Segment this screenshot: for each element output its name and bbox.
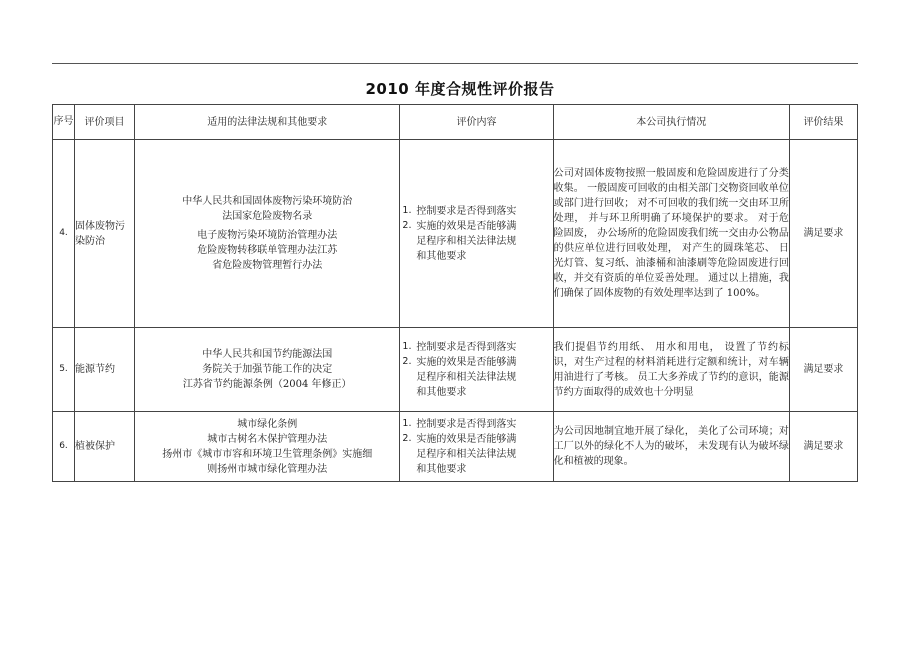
eval-item-text: 控制要求是否得到落实 — [416, 418, 517, 430]
eval-item-text: 控制要求是否得到落实 — [416, 341, 517, 353]
row-number: 6. — [53, 412, 75, 482]
eval-item-continuation: 和其他要求 — [416, 463, 467, 475]
header-item: 评价项目 — [75, 105, 135, 140]
law-line: 电子废物污染环境防治管理办法 — [197, 230, 338, 241]
eval-list-item — [400, 417, 552, 432]
eval-item-number: 1. — [402, 417, 412, 429]
eval-item-number: 1. — [402, 204, 412, 216]
execution-status: 公司对固体废物按照一般固废和危险固废进行了分类收集。 一般固废可回收的由相关部门交物资回收单位或部门进行回收； 对不可回收的我们统一交由环卫所处理， 并与环卫所明确了环境保护的要求。 对于危险固废， 办公场所的危险固废我们统一交由办公物品的供应单位进行回收处理， 对产生的圆珠笔芯、 日光灯管、复习纸、油漆桶和油漆刷等危险固废进行回收，并交有资质的单位妥善处理。 通过以上措施，我们确保了固体废物的有效处理率达到了 100%。 — [553, 140, 789, 328]
eval-list-item — [400, 355, 552, 370]
evaluation-content — [400, 328, 553, 412]
law-line: 则扬州市城市绿化管理办法 — [207, 463, 328, 475]
row-number: 5. — [53, 328, 75, 412]
eval-list-item — [400, 204, 552, 219]
eval-item-continuation: 足程序和相关法律法规 — [416, 448, 517, 460]
applicable-laws — [135, 140, 400, 328]
law-line: 扬州市《城市市容和环境卫生管理条例》实施细 — [162, 448, 373, 460]
table-row — [53, 140, 858, 328]
header-law: 适用的法律法规和其他要求 — [135, 105, 400, 140]
applicable-laws — [135, 328, 400, 412]
eval-item-continuation: 足程序和相关法律法规 — [416, 235, 517, 247]
law-line: 省危险废物管理暂行办法 — [212, 260, 323, 271]
eval-item-number: 1. — [402, 340, 412, 352]
law-line: 江苏省节约能源条例（2004 年修正） — [182, 379, 352, 390]
evaluation-item: 植被保护 — [75, 412, 135, 482]
law-line: 法国家危险废物名录 — [222, 211, 313, 222]
law-line: 务院关于加强节能工作的决定 — [202, 364, 333, 375]
page-title: 2010 年度合规性评价报告 — [365, 80, 555, 98]
header-no: 序号 — [53, 105, 75, 140]
execution-status: 我们提倡节约用纸、 用水和用电， 设置了节约标识，对生产过程的材料消耗进行定额和统计，对车辆用油进行了考核。 员工大多养成了节约的意识，能源节约方面取得的成效也十分明显 — [553, 328, 789, 412]
law-line: 城市绿化条例 — [237, 418, 298, 430]
eval-list-item — [400, 432, 552, 447]
eval-item-text: 控制要求是否得到落实 — [416, 205, 517, 217]
table-row — [53, 412, 858, 482]
table-row — [53, 328, 858, 412]
eval-item-text: 实施的效果是否能够满 — [416, 220, 517, 232]
eval-list-item — [400, 340, 552, 355]
applicable-laws — [135, 412, 400, 482]
eval-list-item — [400, 219, 552, 234]
eval-item-continuation: 和其他要求 — [416, 250, 467, 262]
eval-item-number: 2. — [402, 355, 412, 367]
eval-item-text: 实施的效果是否能够满 — [416, 433, 517, 445]
evaluation-result: 满足要求 — [789, 140, 857, 328]
header-exec: 本公司执行情况 — [553, 105, 789, 140]
eval-item-continuation: 足程序和相关法律法规 — [416, 371, 517, 383]
compliance-table — [52, 104, 858, 482]
evaluation-result: 满足要求 — [789, 412, 857, 482]
header-result: 评价结果 — [789, 105, 857, 140]
evaluation-content — [400, 140, 553, 328]
eval-item-number: 2. — [402, 432, 412, 444]
evaluation-item: 能源节约 — [75, 328, 135, 412]
law-line: 中华人民共和国固体废物污染环境防治 — [182, 196, 353, 207]
law-line: 城市古树名木保护管理办法 — [207, 433, 328, 445]
table-header-row — [53, 105, 858, 140]
law-line: 中华人民共和国节约能源法国 — [202, 349, 333, 360]
evaluation-result: 满足要求 — [789, 328, 857, 412]
law-line: 危险废物转移联单管理办法江苏 — [197, 245, 338, 256]
eval-item-number: 2. — [402, 219, 412, 231]
evaluation-item: 固体废物污染防治 — [75, 140, 135, 328]
eval-item-continuation: 和其他要求 — [416, 386, 467, 398]
header-eval: 评价内容 — [400, 105, 553, 140]
evaluation-content — [400, 412, 553, 482]
top-rule — [52, 63, 858, 64]
execution-status: 为公司因地制宜地开展了绿化， 美化了公司环境；对工厂以外的绿化不人为的破坏， 未发现有认为破坏绿化和植被的现象。 — [553, 412, 789, 482]
row-number: 4. — [53, 140, 75, 328]
eval-item-text: 实施的效果是否能够满 — [416, 356, 517, 368]
